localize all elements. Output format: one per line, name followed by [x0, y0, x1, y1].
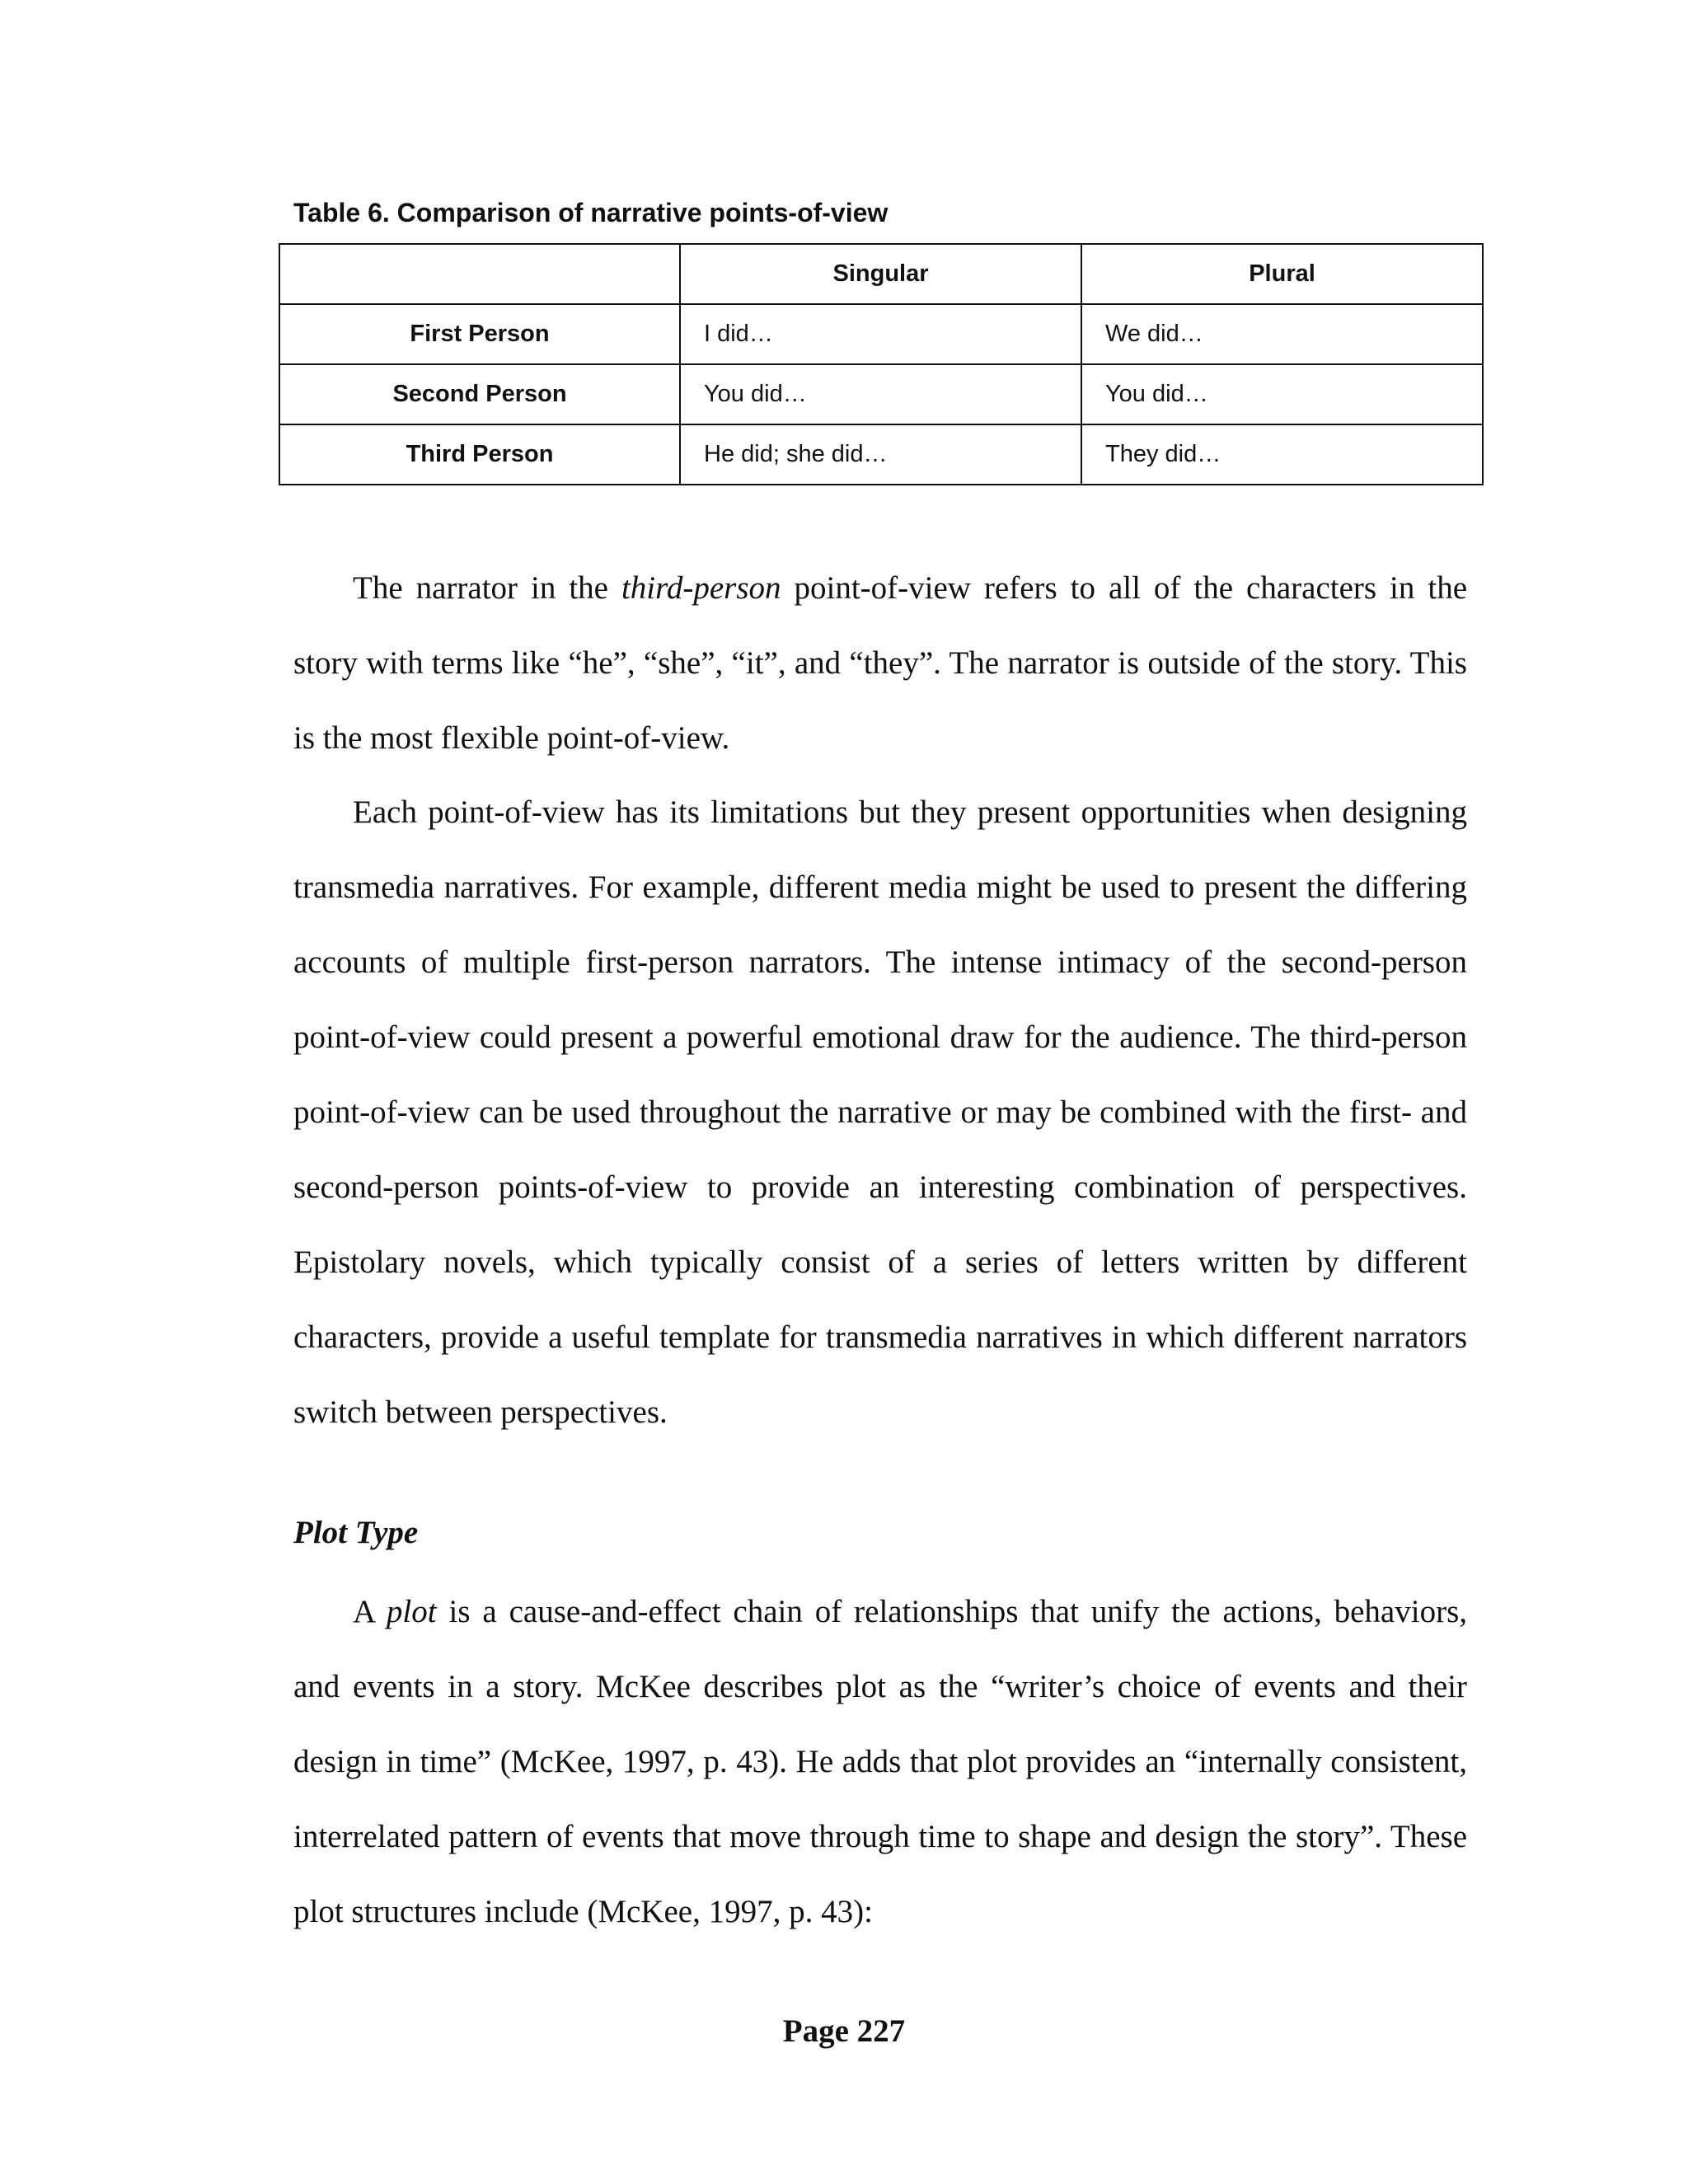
paragraph-text: point-of-view refers to all of the characters in the story with terms like “he”, “she”, “it”, and “they”. The narrator is outside of the story. This is the most flexible point-of-view.	[293, 570, 1468, 756]
paragraph-text: A	[353, 1594, 387, 1629]
table-header-cell	[279, 244, 680, 304]
emphasis-text: third-person	[621, 570, 781, 606]
page-number: Page 227	[782, 2013, 906, 2049]
paragraph-plot	[293, 1574, 1467, 1949]
row-label: Third Person	[279, 424, 680, 485]
plural-cell: We did…	[1081, 304, 1483, 364]
paragraph-limitations: Each point-of-view has its limitations but they present opportunities when designing transmedia narratives. For example, different media might be used to present the differing accounts of multiple first-person narrators. The intense intimacy of the second-person point-of-view could present a powerful emotional draw for the audience. The third-person point-of-view can be used throughout the narrative or may be combined with the first- and second-person points-of-view to provide an interesting combination of perspectives. Epistolary novels, which typically consist of a series of letters written by different characters, provide a useful template for transmedia narratives in which different narrators switch between perspectives.	[293, 794, 1467, 1430]
table-row	[279, 364, 1483, 424]
plural-cell: You did…	[1081, 364, 1483, 424]
pov-comparison-table	[279, 243, 1484, 485]
plural-cell: They did…	[1081, 424, 1483, 485]
paragraph-text: The narrator in the	[353, 570, 621, 606]
singular-cell: I did…	[680, 304, 1081, 364]
singular-cell: You did…	[680, 364, 1081, 424]
table-header-cell: Singular	[680, 244, 1081, 304]
table-row	[279, 304, 1483, 364]
paragraph-text: is a cause-and-effect chain of relationships that unify the actions, behaviors, and events in a story. McKee describes plot as the “writer’s choice of events and their design in time” (McKee, 1997, p. 43). He adds that plot provides an “internally consistent, interrelated pattern of events that move through time to shape and design the story”. These plot structures include (McKee, 1997, p. 43):	[293, 1594, 1467, 1929]
table-header-cell: Plural	[1081, 244, 1483, 304]
table-row	[279, 424, 1483, 485]
row-label: First Person	[279, 304, 680, 364]
emphasis-text: plot	[386, 1594, 437, 1629]
table-caption: Table 6. Comparison of narrative points-of-view	[293, 198, 889, 227]
singular-cell: He did; she did…	[680, 424, 1081, 485]
row-label: Second Person	[279, 364, 680, 424]
section-heading: Plot Type	[293, 1515, 419, 1550]
paragraph-third-person	[293, 551, 1467, 776]
table-header-row	[279, 244, 1483, 304]
